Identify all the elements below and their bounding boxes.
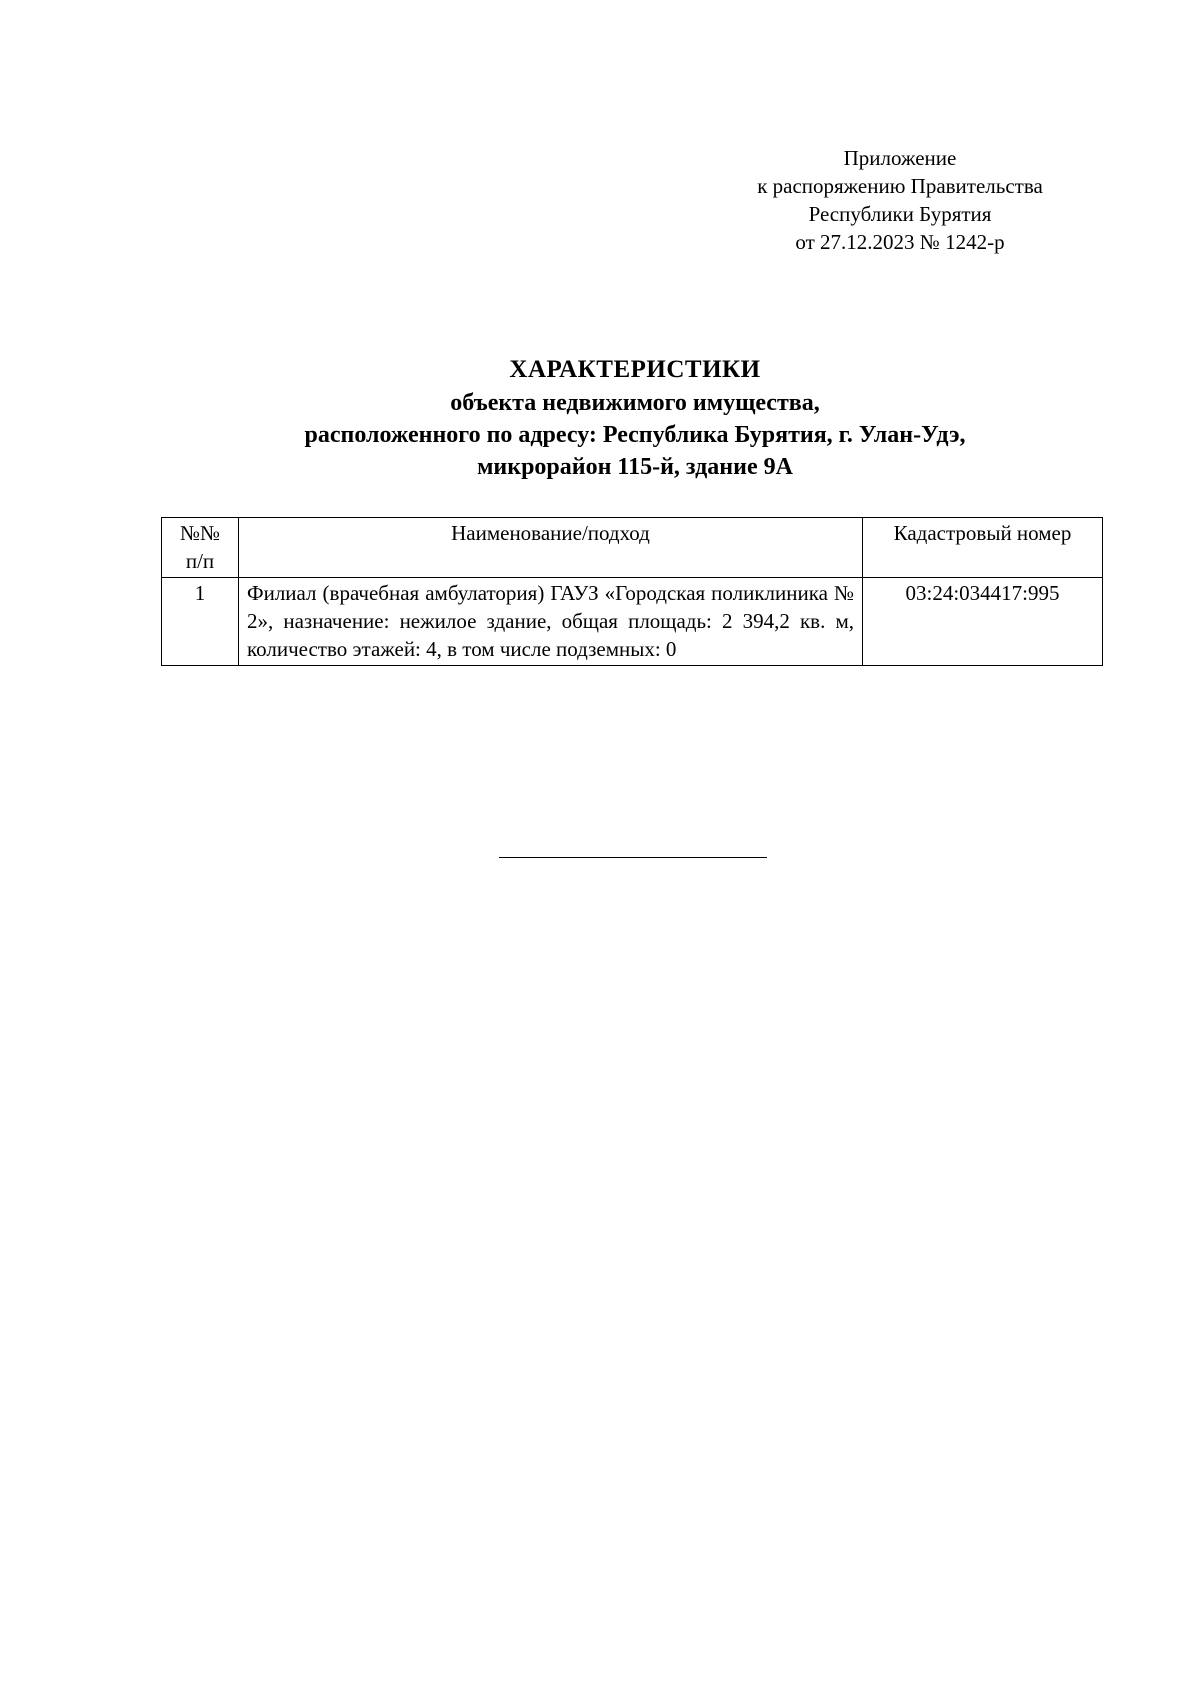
title-line-2: объекта недвижимого имущества, [450,390,820,416]
row-name: Филиал (врачебная амбулатория) ГАУЗ «Городская поликлиника № 2», назначение: нежилое здание, общая площадь: 2 394,2 кв. м, количество этажей: 4, в том числе подземных: 0 [239,578,863,666]
appendix-line-3: Республики Бурятия [808,202,992,226]
header-number-line-2: п/п [185,549,215,573]
property-table [161,517,1103,666]
end-divider [499,857,767,858]
table-header-row [162,518,1103,578]
header-name: Наименование/подход [239,518,863,578]
document-title [160,353,1110,483]
appendix-line-2: к распоряжению Правительства [757,174,1043,198]
appendix-date-number: от 27.12.2023 № 1242-р [795,230,1005,254]
header-cadastral: Кадастровый номер [863,518,1103,578]
title-main: ХАРАКТЕРИСТИКИ [509,356,761,383]
row-cadastral: 03:24:034417:995 [863,578,1103,666]
header-number-line-1: №№ [179,521,221,545]
title-line-3: расположенного по адресу: Республика Бурятия, г. Улан-Удэ, [304,422,966,448]
header-number [162,518,239,578]
row-number: 1 [162,578,239,666]
appendix-header [700,144,1100,256]
title-line-4: микрорайон 115-й, здание 9А [477,454,793,480]
appendix-line-1: Приложение [843,146,957,170]
table-row [162,578,1103,666]
